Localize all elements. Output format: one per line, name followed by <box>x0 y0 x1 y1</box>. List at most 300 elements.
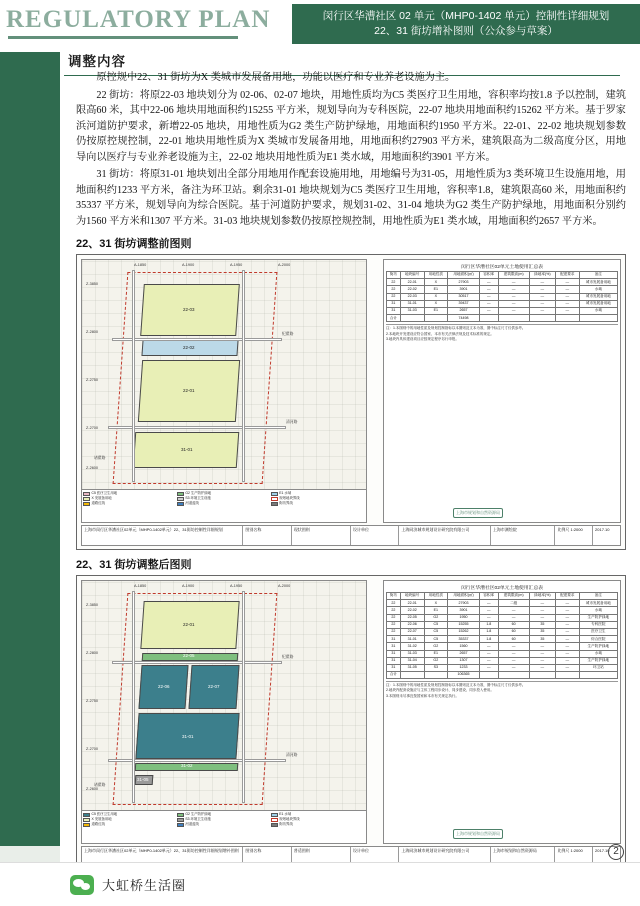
cell: — <box>498 286 529 293</box>
legend-label: G2 生产防护绿地 <box>185 812 212 816</box>
legend-label: C5 医疗卫生用地 <box>91 491 118 495</box>
cell: — <box>529 657 555 664</box>
legend-swatch <box>271 492 278 496</box>
col-header: 绿地率(%) <box>529 272 555 279</box>
titleblock-project: 上海市闵行区华漕社区02单元（MHP0-1402单元）22、31街坊控制性详细规划增补图则 <box>82 847 243 866</box>
cell: — <box>556 657 580 664</box>
cell: 生产防护绿地 <box>579 657 617 664</box>
axis-label-left-2: Z-2800 <box>86 651 99 655</box>
table-row <box>387 636 618 643</box>
legend-item <box>83 822 177 827</box>
header-band <box>292 4 640 44</box>
table-row <box>387 664 618 671</box>
left-green-sidebar <box>0 52 60 906</box>
legend-swatch <box>271 823 278 827</box>
cell: — <box>556 300 580 307</box>
parcel-22-01-label: 22-01 <box>183 622 195 627</box>
axis-label-left-1: Z-3850 <box>86 603 99 607</box>
figure-2-table-title: 闵行区华漕社区02单元土地使用汇总表 <box>460 586 544 591</box>
axis-label-left-4: Z-2700 <box>86 747 99 751</box>
legend-label: X 发展备用地 <box>91 817 112 821</box>
cell: 74498 <box>448 315 480 322</box>
cell: 3901 <box>448 607 480 614</box>
cell: 31 <box>387 657 401 664</box>
cell: G2 <box>424 643 448 650</box>
table-row <box>387 300 618 307</box>
parcel-31-01-label: 31-01 <box>181 447 193 452</box>
cell: 二级 <box>498 600 529 607</box>
cell: S3 <box>424 664 448 671</box>
cell: 31-03 <box>400 650 424 657</box>
cell: 31-03 <box>400 307 424 314</box>
titleblock-scale: 比例尺 1:2000 <box>555 526 593 545</box>
col-header: 配建要求 <box>556 272 580 279</box>
figure-1-notes <box>386 324 618 342</box>
col-header: 街坊 <box>387 272 401 279</box>
table-row <box>387 643 618 650</box>
cell <box>529 672 555 679</box>
legend-swatch <box>83 492 90 496</box>
cell: — <box>556 643 580 650</box>
parcel-22-05-label: 22-05 <box>183 653 195 658</box>
legend-item <box>271 501 365 506</box>
cell: — <box>498 657 529 664</box>
cell: 22-05 <box>400 614 424 621</box>
legend-item <box>177 822 271 827</box>
cell: 22-03 <box>400 293 424 300</box>
road-vertical-west <box>132 270 135 482</box>
legend-label: 规划地块界线 <box>279 817 300 821</box>
cell: 35 <box>529 628 555 635</box>
figure-2-stamp: 上海市规划和自然资源局 <box>453 829 503 839</box>
cell: — <box>479 650 498 657</box>
cell: 39437 <box>448 300 480 307</box>
cell: 水域 <box>579 650 617 657</box>
cell: 31-01 <box>400 636 424 643</box>
cell: — <box>529 614 555 621</box>
cell: — <box>479 607 498 614</box>
cell: — <box>529 279 555 286</box>
legend-swatch <box>177 492 184 496</box>
col-header: 用地性质 <box>424 593 448 600</box>
legend-swatch <box>83 823 90 827</box>
legend-label: G2 生产防护绿地 <box>185 491 212 495</box>
cell: — <box>556 636 580 643</box>
cell: C5 <box>424 621 448 628</box>
cell: 31 <box>387 664 401 671</box>
cell: X <box>424 279 448 286</box>
cell <box>424 672 448 679</box>
table-row <box>387 657 618 664</box>
cell: X <box>424 293 448 300</box>
cell: 水域 <box>579 607 617 614</box>
watermark-title: REGULATORY PLAN <box>6 6 271 33</box>
cell: — <box>529 643 555 650</box>
legend-swatch <box>177 818 184 822</box>
axis-label-left-5: Z-2600 <box>86 466 99 470</box>
road-label-3: 诸翟路 <box>94 783 106 787</box>
cell: — <box>556 628 580 635</box>
cell: 27903 <box>448 279 480 286</box>
paragraph-1: 原控规中22、31 街坊为X 类城市发展备用地，功能以医疗和专业养老设施为主。 <box>96 72 456 83</box>
paragraph-3: 31 街坊：将原31-01 地块划出全部分用地用作配套设施用地，用地编号为31-05，用地性质为3 类环境卫生设施用地，用地面积约1233 平方米，备注为环卫站。剩余31-01 地块规划为C5 类医疗卫生用地，容积率1.8，建筑限高60 米，用地面积约35337 平方米，规划导向为综合医院。基于河道防护要求，规划31-02、31-04 地块为G2 类生产防护绿地，用地面积分别约为1560 平方米和1307 平方米。31-03 地块规划参数仍按原控规控制，用地性质为E1 类水域，用地面积约2657 平方米。 <box>76 169 626 227</box>
col-header: 建筑限高(m) <box>498 272 529 279</box>
road-vertical-east <box>242 270 245 482</box>
axis-label-left-4: Z-2700 <box>86 426 99 430</box>
cell <box>498 315 529 322</box>
cell: 35 <box>529 636 555 643</box>
legend-swatch <box>83 818 90 822</box>
legend-swatch <box>271 497 278 501</box>
table-row <box>387 286 618 293</box>
legend-label: 道路红线 <box>91 822 106 826</box>
cell: — <box>556 279 580 286</box>
cell: 城市发展备用地 <box>579 300 617 307</box>
cell: 15255 <box>448 621 480 628</box>
cell: 22 <box>387 293 401 300</box>
legend-label: 规划地块界线 <box>279 496 300 500</box>
cell: — <box>479 279 498 286</box>
cell: 35 <box>529 621 555 628</box>
axis-label-top-1: A-1850 <box>134 584 147 588</box>
legend-item <box>271 822 365 827</box>
cell: — <box>479 286 498 293</box>
paragraph-2: 22 街坊：将原22-03 地块划分为 02-06、02-07 地块，用地性质均为C5 类医疗卫生用地，容积率均按1.8 予以控制，建筑限高60 米，其中22-06 地块用地面积约15255 平方米，规划导向为专科医院，22-07 地块用地面积约15262 平方米。基于罗家浜河道防护要求，新增22-05 地块，用地性质为G2 类生产防护绿地，用地面积约1950 平方米。22-01、22-02 地块规划参数仍按原控规控制，22-01 地块用地性质为X 类城市发展备用地，用地面积约27903 平方米，建筑限高为二级高度分区，用地导向以医疗与专业养老设施为主，22-02 地块用地性质为E1 类水域，用地面积约3901 平方米。 <box>76 89 626 163</box>
cell: — <box>498 664 529 671</box>
parcel-31-05-label: 31-05 <box>137 777 149 782</box>
note-line: 3.本图则未尽事宜按国家和本市有关规定执行。 <box>386 693 459 698</box>
titleblock-authority: 上海市测绘院 <box>491 526 556 545</box>
header-band-line2: 22、31 街坊增补图则（公众参与草案） <box>374 25 558 37</box>
cell: 合计 <box>387 672 401 679</box>
col-header: 建筑限高(m) <box>498 593 529 600</box>
cell: — <box>498 607 529 614</box>
figure-2-notes <box>386 681 618 699</box>
cell: E1 <box>424 607 448 614</box>
note-line: 注：1.本图则中的用地性质及规划控制指标以本图则及文本为准，图中标注尺寸仅供参考。 <box>386 326 526 331</box>
figure-1-table-title: 闵行区华漕社区02单元土地使用汇总表 <box>460 265 544 270</box>
cell: E1 <box>424 650 448 657</box>
col-header: 用地面积(㎡) <box>448 593 480 600</box>
legend-label: S3 环境卫生设施 <box>185 817 211 821</box>
figure-1-caption: 22、31 街坊调整前图则 <box>76 238 192 250</box>
table-row <box>387 650 618 657</box>
road-label-1: 纪翟路 <box>282 332 294 336</box>
cell: E1 <box>424 286 448 293</box>
cell: — <box>529 607 555 614</box>
legend-label: 河道蓝线 <box>185 822 199 826</box>
legend-swatch <box>83 813 90 817</box>
col-header: 地块编号 <box>400 272 424 279</box>
cell: 31 <box>387 650 401 657</box>
header-rule <box>8 36 238 39</box>
cell: — <box>498 614 529 621</box>
cell: 城市发展备用地 <box>579 293 617 300</box>
road-vertical-west <box>132 591 135 803</box>
parcel-22-02-label: 22-02 <box>183 345 195 350</box>
cell: 生产防护绿地 <box>579 643 617 650</box>
cell: 27903 <box>448 600 480 607</box>
cell: 2657 <box>448 650 480 657</box>
legend-label: 街坊界线 <box>279 822 293 826</box>
parcel-22-07-label: 22-07 <box>208 684 220 689</box>
cell: 22 <box>387 279 401 286</box>
cell <box>556 672 580 679</box>
table-header-row <box>387 272 618 279</box>
cell: 35337 <box>448 636 480 643</box>
col-header: 配建要求 <box>556 593 580 600</box>
cell: 1307 <box>448 657 480 664</box>
cell: 60 <box>498 636 529 643</box>
figure-1-table-panel <box>383 259 621 523</box>
cell: G2 <box>424 657 448 664</box>
table-row <box>387 600 618 607</box>
document-content <box>76 70 626 871</box>
legend-swatch <box>83 502 90 506</box>
cell: 22 <box>387 607 401 614</box>
road-horizontal-north <box>112 338 282 341</box>
cell: — <box>556 621 580 628</box>
table-row <box>387 621 618 628</box>
cell: — <box>529 650 555 657</box>
titleblock-label: 图别名称 <box>243 847 291 866</box>
note-line: 注：1.本图则中的用地性质及规划控制指标以本图则及文本为准，图中标注尺寸仅供参考。 <box>386 683 526 688</box>
cell: — <box>556 650 580 657</box>
cell: 60 <box>498 628 529 635</box>
cell: X <box>424 600 448 607</box>
note-line: 3.地块内具体建设项目应按规定程序另行申报。 <box>386 336 459 341</box>
figure-1-table <box>386 271 618 322</box>
note-line: 2.本地块开发建设应符合国家、本市有关法律法规及技术标准的规定。 <box>386 331 494 336</box>
parcel-31-02-label: 31-02 <box>181 763 193 768</box>
cell <box>579 672 617 679</box>
col-header: 绿地率(%) <box>529 593 555 600</box>
cell: — <box>556 614 580 621</box>
legend-swatch <box>177 502 184 506</box>
cell: 31 <box>387 300 401 307</box>
cell <box>400 315 424 322</box>
legend-label: 河道蓝线 <box>185 501 199 505</box>
cell: 106365 <box>448 672 480 679</box>
col-header: 备注 <box>579 593 617 600</box>
page-header <box>0 0 640 48</box>
legend-label: S3 环境卫生设施 <box>185 496 211 500</box>
cell: — <box>556 607 580 614</box>
cell: — <box>498 279 529 286</box>
cell: — <box>529 300 555 307</box>
cell: 31-04 <box>400 657 424 664</box>
titleblock-sheetname: 普适图则 <box>292 847 351 866</box>
axis-label-top-3: A-1950 <box>230 263 243 267</box>
cell: 22 <box>387 600 401 607</box>
legend-label: E1 水域 <box>279 491 292 495</box>
cell <box>579 315 617 322</box>
cell: — <box>529 600 555 607</box>
account-name: 大虹桥生活圈 <box>102 878 187 893</box>
col-header: 容积率 <box>479 593 498 600</box>
cell: — <box>556 600 580 607</box>
titleblock-date: 2017.10 <box>595 848 610 853</box>
axis-label-top-4: A-2000 <box>278 584 291 588</box>
legend-swatch <box>83 497 90 501</box>
figure-1-map <box>81 259 367 523</box>
cell: 22-02 <box>400 607 424 614</box>
axis-label-top-4: A-2000 <box>278 263 291 267</box>
parcel-22-03-label: 22-03 <box>183 307 195 312</box>
cell: E1 <box>424 307 448 314</box>
titleblock-authority: 上海市规划和自然资源局 <box>491 847 556 866</box>
cell: 1950 <box>448 614 480 621</box>
figure-2-legend <box>81 810 367 844</box>
cell: 22 <box>387 628 401 635</box>
cell: — <box>479 614 498 621</box>
titleblock-date: 2017.10 <box>595 527 610 532</box>
titleblock-unit-label: 设计单位 <box>351 847 399 866</box>
table-row <box>387 293 618 300</box>
cell: — <box>479 657 498 664</box>
road-label-3: 诸翟路 <box>94 456 106 460</box>
col-header: 地块编号 <box>400 593 424 600</box>
cell: 22-02 <box>400 286 424 293</box>
figure-2-table-panel <box>383 580 621 844</box>
cell: 31 <box>387 307 401 314</box>
cell: 22-01 <box>400 279 424 286</box>
cell <box>498 672 529 679</box>
cell <box>479 315 498 322</box>
cell: — <box>529 664 555 671</box>
axis-label-top-3: A-1950 <box>230 584 243 588</box>
figure-2-caption: 22、31 街坊调整后图则 <box>76 559 192 571</box>
cell: 环卫站 <box>579 664 617 671</box>
road-vertical-east <box>242 591 245 803</box>
col-header: 用地面积(㎡) <box>448 272 480 279</box>
titleblock-scale: 比例尺 1:2000 <box>555 847 593 866</box>
cell <box>479 672 498 679</box>
figure-1-title-block <box>81 525 621 546</box>
axis-label-left-3: Z-2750 <box>86 378 99 382</box>
cell: 31-01 <box>400 300 424 307</box>
titleblock-unit-label: 设计单位 <box>351 526 399 545</box>
cell: 15262 <box>448 628 480 635</box>
legend-swatch <box>177 813 184 817</box>
cell: 1560 <box>448 643 480 650</box>
header-band-line1: 闵行区华漕社区 02 单元（MHP0-1402 单元）控制性详细规划 <box>322 10 610 22</box>
cell: 水域 <box>579 286 617 293</box>
col-header: 备注 <box>579 272 617 279</box>
cell: — <box>556 286 580 293</box>
road-label-2: 清河路 <box>286 753 298 757</box>
cell: — <box>498 300 529 307</box>
titleblock-designer: 上海同济城市规划设计研究院有限公司 <box>399 526 490 545</box>
cell: 水域 <box>579 307 617 314</box>
cell: 31-02 <box>400 643 424 650</box>
cell: 22-06 <box>400 621 424 628</box>
wechat-icon <box>70 875 94 895</box>
legend-swatch <box>271 818 278 822</box>
cell: C5 <box>424 636 448 643</box>
axis-label-top-2: A-1900 <box>182 263 195 267</box>
parcel-31-01-label: 31-01 <box>182 734 194 739</box>
cell: X <box>424 300 448 307</box>
table-row <box>387 307 618 314</box>
cell <box>556 315 580 322</box>
cell: 22 <box>387 614 401 621</box>
axis-label-top-1: A-1850 <box>134 263 147 267</box>
axis-label-left-1: Z-3850 <box>86 282 99 286</box>
cell: — <box>479 643 498 650</box>
cell: 专科医院 <box>579 621 617 628</box>
table-row <box>387 279 618 286</box>
table-row <box>387 607 618 614</box>
legend-label: 道路红线 <box>91 501 106 505</box>
road-label-2: 清河路 <box>286 420 298 424</box>
cell: 22-07 <box>400 628 424 635</box>
cell: 31 <box>387 636 401 643</box>
cell: — <box>498 307 529 314</box>
cell: 城市发展备用地 <box>579 600 617 607</box>
col-header: 街坊 <box>387 593 401 600</box>
figure-1-stamp: 上海市规划和自然资源局 <box>453 508 503 518</box>
titleblock-label: 图别名称 <box>243 526 291 545</box>
cell: 1.8 <box>479 636 498 643</box>
cell: 31 <box>387 643 401 650</box>
figure-1-legend <box>81 489 367 523</box>
cell: G2 <box>424 614 448 621</box>
parcel-22-01-label: 22-01 <box>183 388 195 393</box>
table-row <box>387 614 618 621</box>
page-title: 调整内容 <box>68 54 126 69</box>
cell: 60 <box>498 621 529 628</box>
cell: 22-01 <box>400 600 424 607</box>
cell: 生产防护绿地 <box>579 614 617 621</box>
figure-2 <box>76 575 626 871</box>
cell: — <box>556 307 580 314</box>
cell: C5 <box>424 628 448 635</box>
cell: — <box>479 300 498 307</box>
cell: — <box>529 307 555 314</box>
axis-label-left-3: Z-2750 <box>86 699 99 703</box>
table-header-row <box>387 593 618 600</box>
table-total-row <box>387 672 618 679</box>
legend-swatch <box>177 497 184 501</box>
note-line: 2.地块内配套设施应与主体工程同步设计、同步建设、同步投入使用。 <box>386 688 494 693</box>
figure-1 <box>76 254 626 550</box>
titleblock-project: 上海市闵行区华漕社区02单元（MHP0-1402单元）22、31街坊控制性详细规划 <box>82 526 243 545</box>
table-total-row <box>387 315 618 322</box>
cell <box>529 315 555 322</box>
cell: 22 <box>387 286 401 293</box>
legend-item <box>177 501 271 506</box>
titleblock-designer: 上海同济城市规划设计研究院有限公司 <box>399 847 490 866</box>
page-footer <box>0 862 640 906</box>
cell: 1.8 <box>479 621 498 628</box>
cell: 1233 <box>448 664 480 671</box>
legend-swatch <box>271 813 278 817</box>
cell: — <box>479 664 498 671</box>
titleblock-sheetname: 现状图则 <box>292 526 351 545</box>
cell: — <box>556 664 580 671</box>
cell: — <box>556 293 580 300</box>
legend-swatch <box>177 823 184 827</box>
cell <box>400 672 424 679</box>
cell: 综合医院 <box>579 636 617 643</box>
cell: — <box>479 600 498 607</box>
legend-item <box>83 501 177 506</box>
cell: — <box>529 293 555 300</box>
col-header: 用地性质 <box>424 272 448 279</box>
axis-label-left-5: Z-2600 <box>86 787 99 791</box>
figure-2-table <box>386 592 618 679</box>
